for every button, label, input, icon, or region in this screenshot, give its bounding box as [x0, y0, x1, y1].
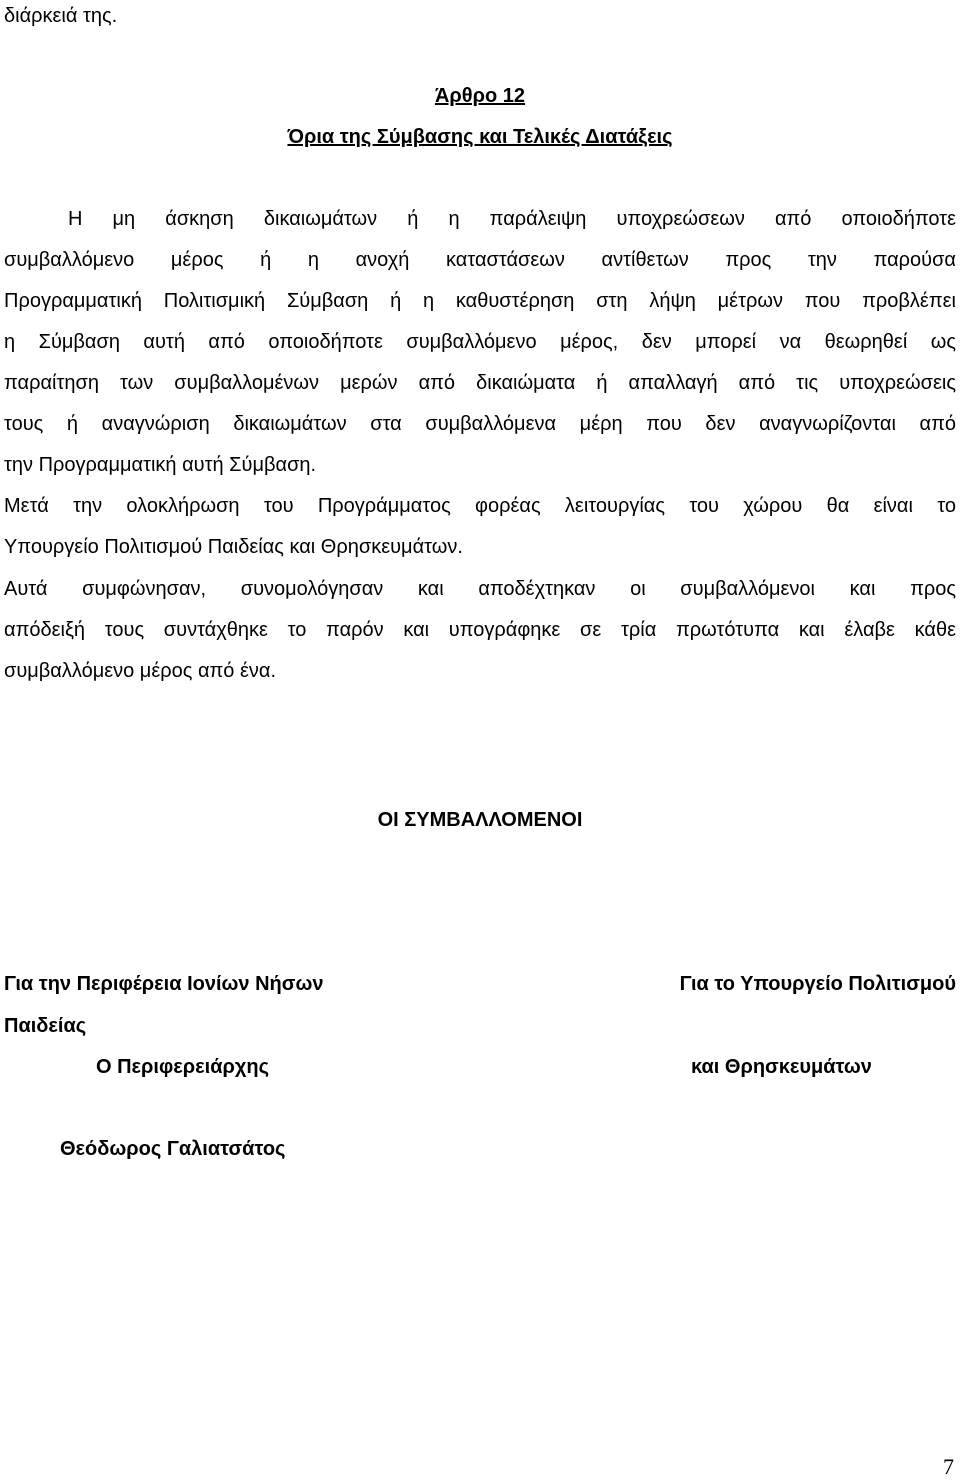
page-number: 7 [943, 1454, 954, 1479]
paragraph1-line: Προγραμματική Πολιτισμική Σύμβαση ή η καθυστέρηση στη λήψη μέτρων που προβλέπει [4, 290, 956, 312]
paragraph1-line: παραίτηση των συμβαλλομένων μερών από δικαιώματα ή απαλλαγή από τις υποχρεώσεις [4, 372, 956, 394]
paragraph1-line: η Σύμβαση αυτή από οποιοδήποτε συμβαλλόμενο μέρος, δεν μπορεί να θεωρηθεί ως [4, 331, 956, 353]
paragraph3-line: συμβαλλόμενο μέρος από ένα. [4, 660, 277, 682]
left-party-name: Θεόδωρος Γαλιατσάτος [60, 1138, 286, 1160]
paragraph1-line: τους ή αναγνώριση δικαιωμάτων στα συμβαλλόμενα μέρη που δεν αναγνωρίζονται από [4, 413, 956, 435]
article-subtitle: Όρια της Σύμβασης και Τελικές Διατάξεις [287, 126, 673, 148]
parties-heading: ΟΙ ΣΥΜΒΑΛΛΟΜΕΝΟΙ [377, 809, 583, 831]
paragraph3-line: απόδειξή τους συντάχθηκε το παρόν και υπογράφηκε σε τρία πρωτότυπα και έλαβε κάθε [4, 619, 956, 641]
paragraph1-line: την Προγραμματική αυτή Σύμβαση. [4, 454, 317, 476]
left-party-line2: Παιδείας [4, 1015, 87, 1037]
left-party-role: Ο Περιφερειάρχης [96, 1056, 269, 1078]
right-party-line2: και Θρησκευμάτων [691, 1056, 872, 1078]
paragraph2-line: Μετά την ολοκλήρωση του Προγράμματος φορέας λειτουργίας του χώρου θα είναι το [4, 495, 956, 517]
top-fragment-text: διάρκειά της. [4, 5, 118, 27]
left-party-line1: Για την Περιφέρεια Ιονίων Νήσων [4, 973, 324, 995]
paragraph2-line: Υπουργείο Πολιτισμού Παιδείας και Θρησκευμάτων. [4, 536, 463, 558]
paragraph1-line: Η μη άσκηση δικαιωμάτων ή η παράλειψη υποχρεώσεων από οποιοδήποτε [68, 208, 956, 230]
paragraph1-line: συμβαλλόμενο μέρος ή η ανοχή καταστάσεων αντίθετων προς την παρούσα [4, 249, 956, 271]
article-title: Άρθρο 12 [434, 85, 526, 107]
paragraph3-line: Αυτά συμφώνησαν, συνομολόγησαν και αποδέχτηκαν οι συμβαλλόμενοι και προς [4, 578, 956, 600]
right-party-line1: Για το Υπουργείο Πολιτισμού [679, 973, 956, 995]
